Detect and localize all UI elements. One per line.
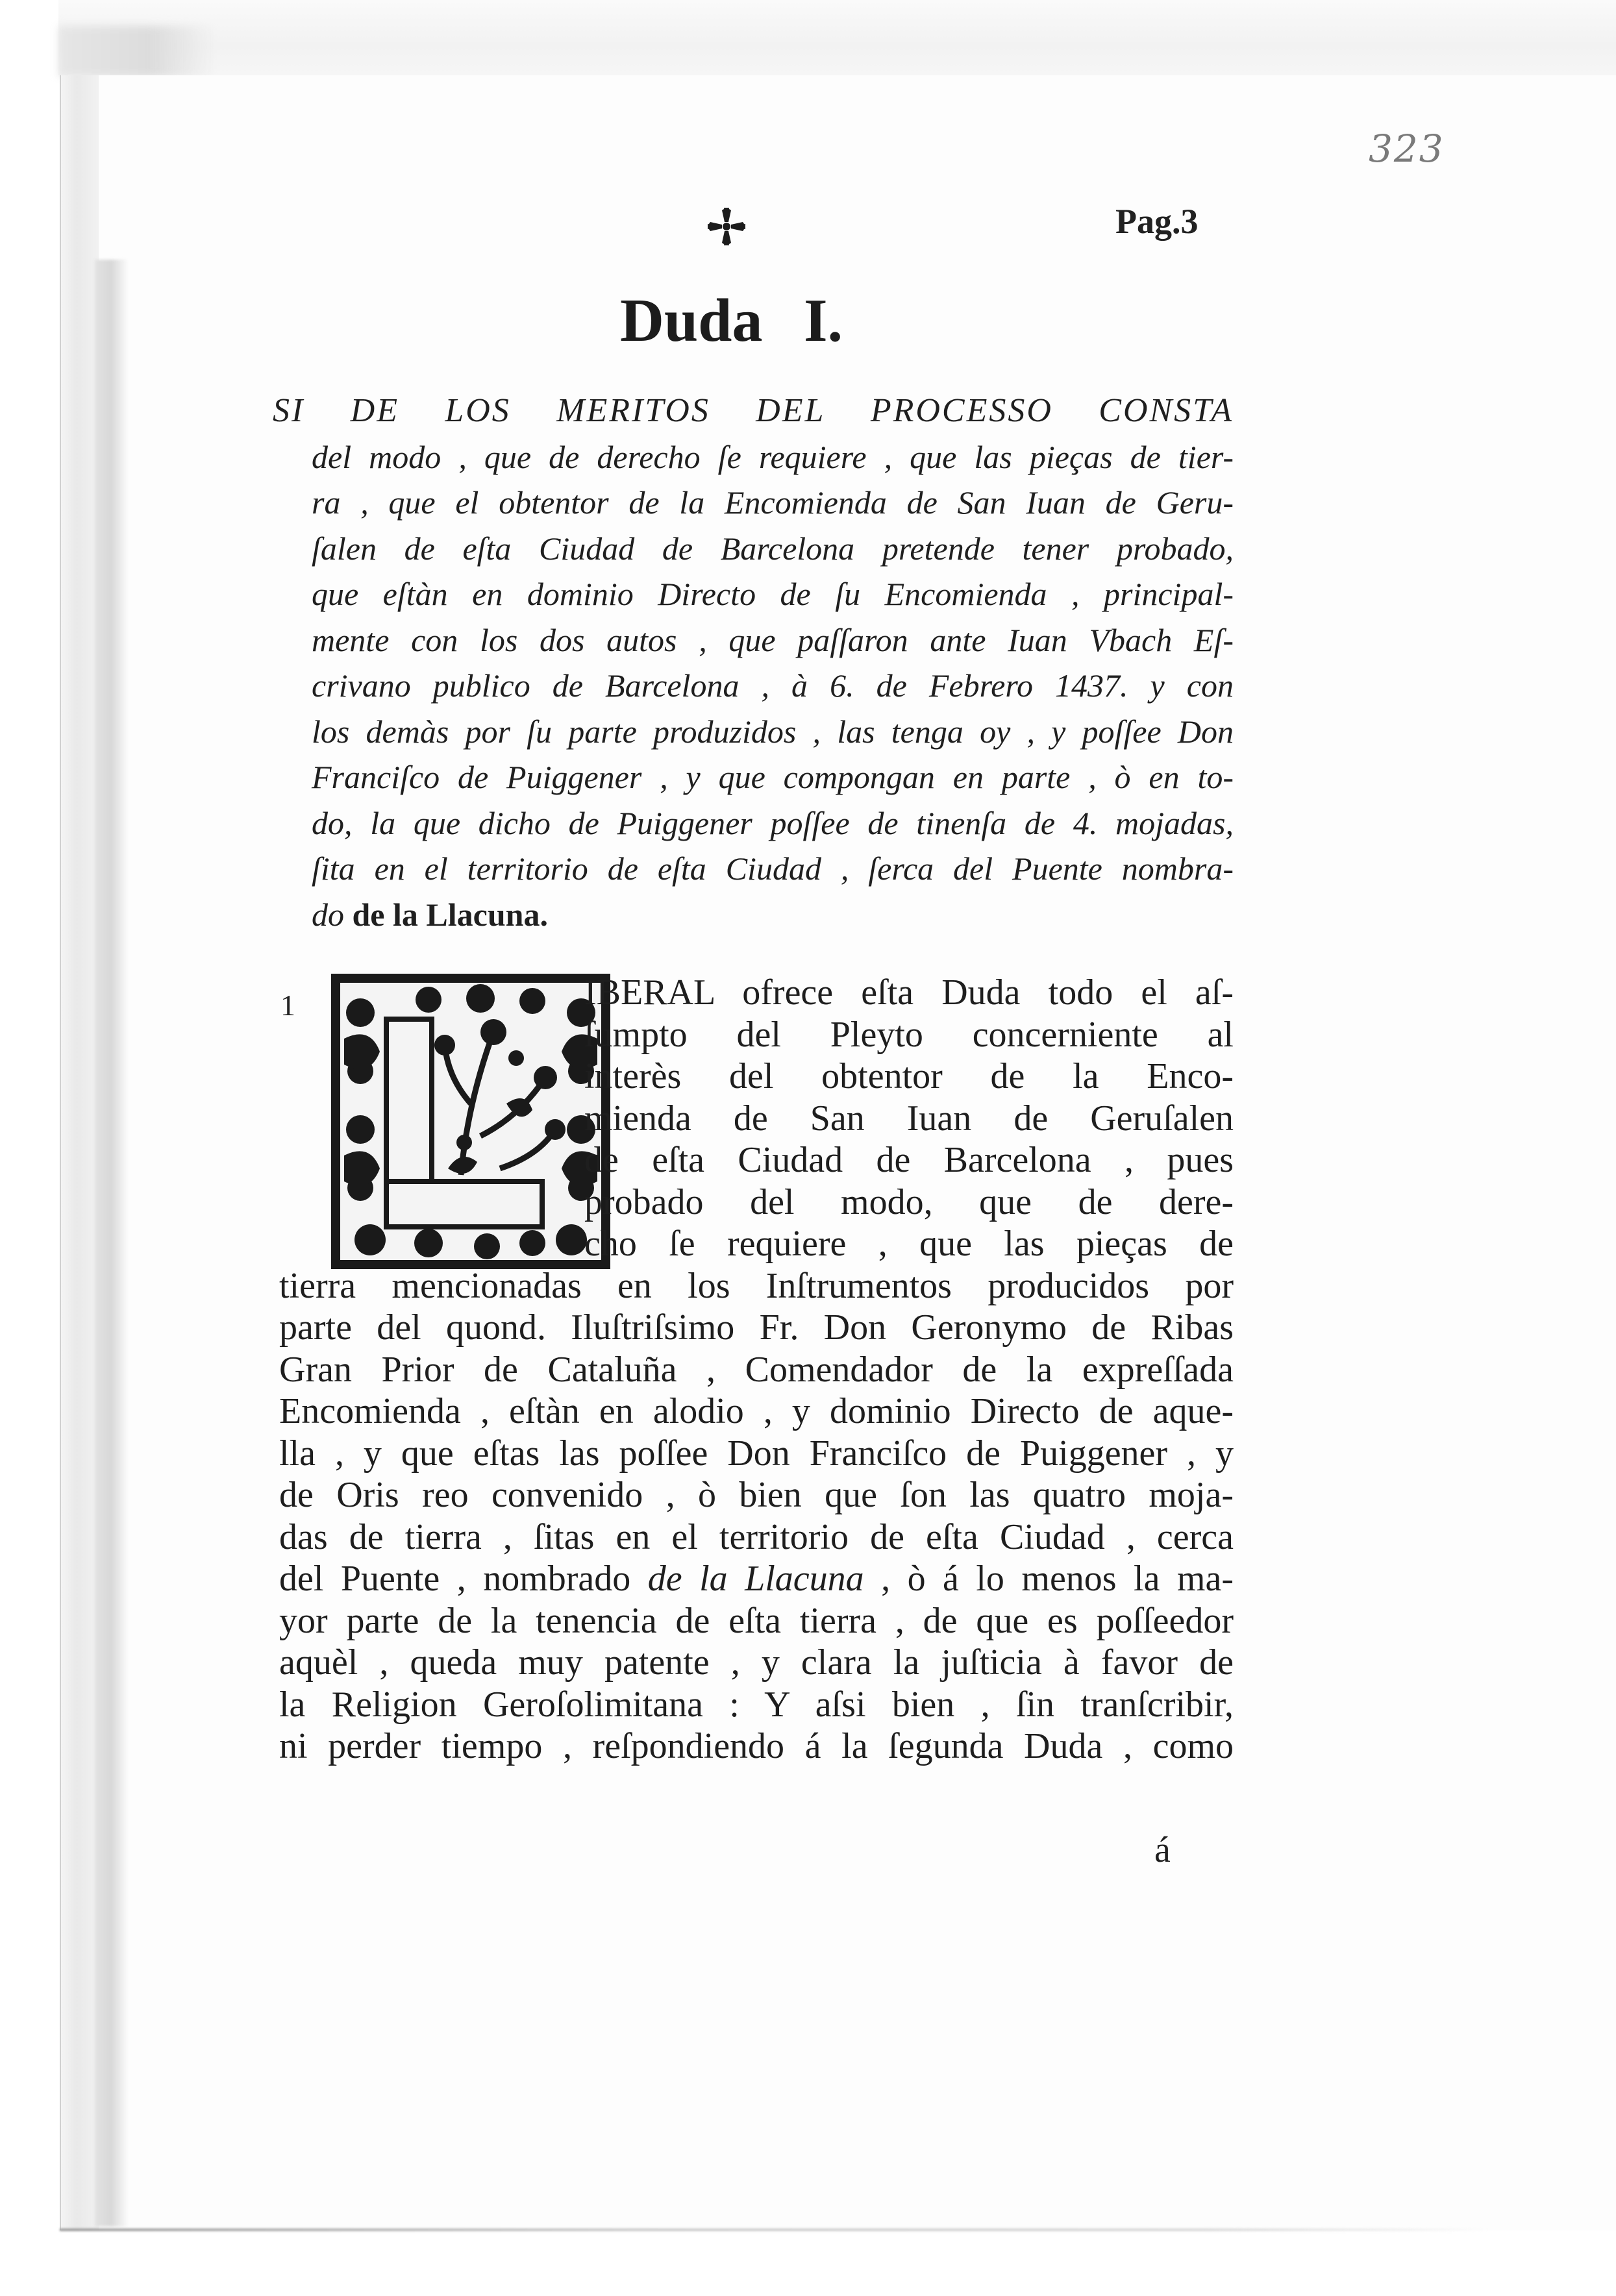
body-line: aquèl , queda muy patente , y clara la juſticia à favor de (279, 1642, 1234, 1683)
question-line: ra , que el obtentor de la Encomienda de San Iuan de Geru- (312, 484, 1234, 521)
body-line-with-italic (279, 1558, 1234, 1600)
question-line: que eſtàn en dominio Directo de ſu Encomienda , principal- (312, 576, 1234, 612)
body-line: ni perder tiempo , reſpondiendo á la ſegunda Duda , como (279, 1726, 1234, 1766)
question-line: crivano publico de Barcelona , à 6. de Febrero 1437. y con (312, 667, 1234, 704)
handwritten-folio-number: 323 (1369, 127, 1445, 171)
body-line: la Religion Geroſolimitana : Y aſsi bien , ſin tranſcribir, (279, 1684, 1234, 1725)
body-line: tierra mencionadas en los Inſtrumentos producidos por (279, 1265, 1234, 1306)
scan-shadow (58, 26, 214, 77)
body-line: yor parte de la tenencia de eſta tierra , de que es poſſeedor (279, 1600, 1234, 1641)
paragraph-number: 1 (280, 989, 295, 1022)
body-line: IBERAL ofrece eſta Duda todo el aſ- (584, 972, 1234, 1013)
question-line: SI DE LOS MERITOS DEL PROCESSO CONSTA (273, 392, 1234, 429)
page-number: Pag.3 (1115, 202, 1199, 241)
body-line: de Oris reo convenido , ò bien que ſon las quatro moja- (279, 1475, 1234, 1515)
body-line: mienda de San Iuan de Geruſalen (584, 1098, 1234, 1139)
question-line: mente con los dos autos , que paſſaron ante Iuan Vbach Eſ- (312, 621, 1234, 658)
binding-edge (60, 75, 100, 2230)
body-segment: del Puente , nombrado (279, 1559, 648, 1599)
paragraph-body (279, 972, 1234, 1768)
body-italic-place-name: de la Llacuna (647, 1559, 864, 1599)
body-line: ſumpto del Pleyto concerniente al (584, 1014, 1234, 1055)
question-line: los demàs por ſu parte produzidos , las tenga oy , y poſſee Don (312, 713, 1234, 750)
body-line: lla , y que eſtas las poſſee Don Franciſco de Puiggener , y (279, 1433, 1234, 1474)
body-line: interès del obtentor de la Enco- (584, 1056, 1234, 1096)
body-segment: , ò á lo menos la ma- (864, 1559, 1234, 1599)
body-line: probado del modo, que de dere- (584, 1181, 1234, 1222)
body-line: Gran Prior de Cataluña , Comendador de la expreſſada (279, 1349, 1234, 1390)
scan-top-band (58, 0, 1616, 75)
question-line: ſita en el territorio de eſta Ciudad , ſerca del Puente nombra- (312, 850, 1234, 887)
section-heading: Duda I. (620, 287, 843, 354)
page-bottom-edge (60, 2228, 1488, 2231)
body-line: cho ſe requiere , que las pieças de (584, 1224, 1234, 1264)
question-line: do, la que dicho de Puiggener poſſee de tinenſa de 4. mojadas, (312, 804, 1234, 841)
binding-gutter-shadow (95, 260, 129, 2227)
body-line: de eſta Ciudad de Barcelona , pues (584, 1140, 1234, 1180)
maltese-cross-icon (706, 206, 747, 247)
question-line: ſalen de eſta Ciudad de Barcelona pretende tener probado, (312, 530, 1234, 567)
question-line: Franciſco de Puiggener , y que compongan en parte , ò en to- (312, 759, 1234, 795)
question-last-roman: de la Llacuna. (344, 896, 548, 933)
catchword: á (1154, 1830, 1171, 1870)
question-last-italic: do (312, 896, 344, 933)
body-line: Encomienda , eſtàn en alodio , y dominio Directo de aque- (279, 1391, 1234, 1431)
question-block (273, 388, 1234, 937)
body-line: das de tierra , ſitas en el territorio de eſta Ciudad , cerca (279, 1516, 1234, 1557)
question-line: del modo , que de derecho ſe requiere , que las pieças de tier- (312, 438, 1234, 475)
question-last-line (273, 892, 1234, 938)
body-line: parte del quond. Iluſtriſsimo Fr. Don Geronymo de Ribas (279, 1307, 1234, 1348)
